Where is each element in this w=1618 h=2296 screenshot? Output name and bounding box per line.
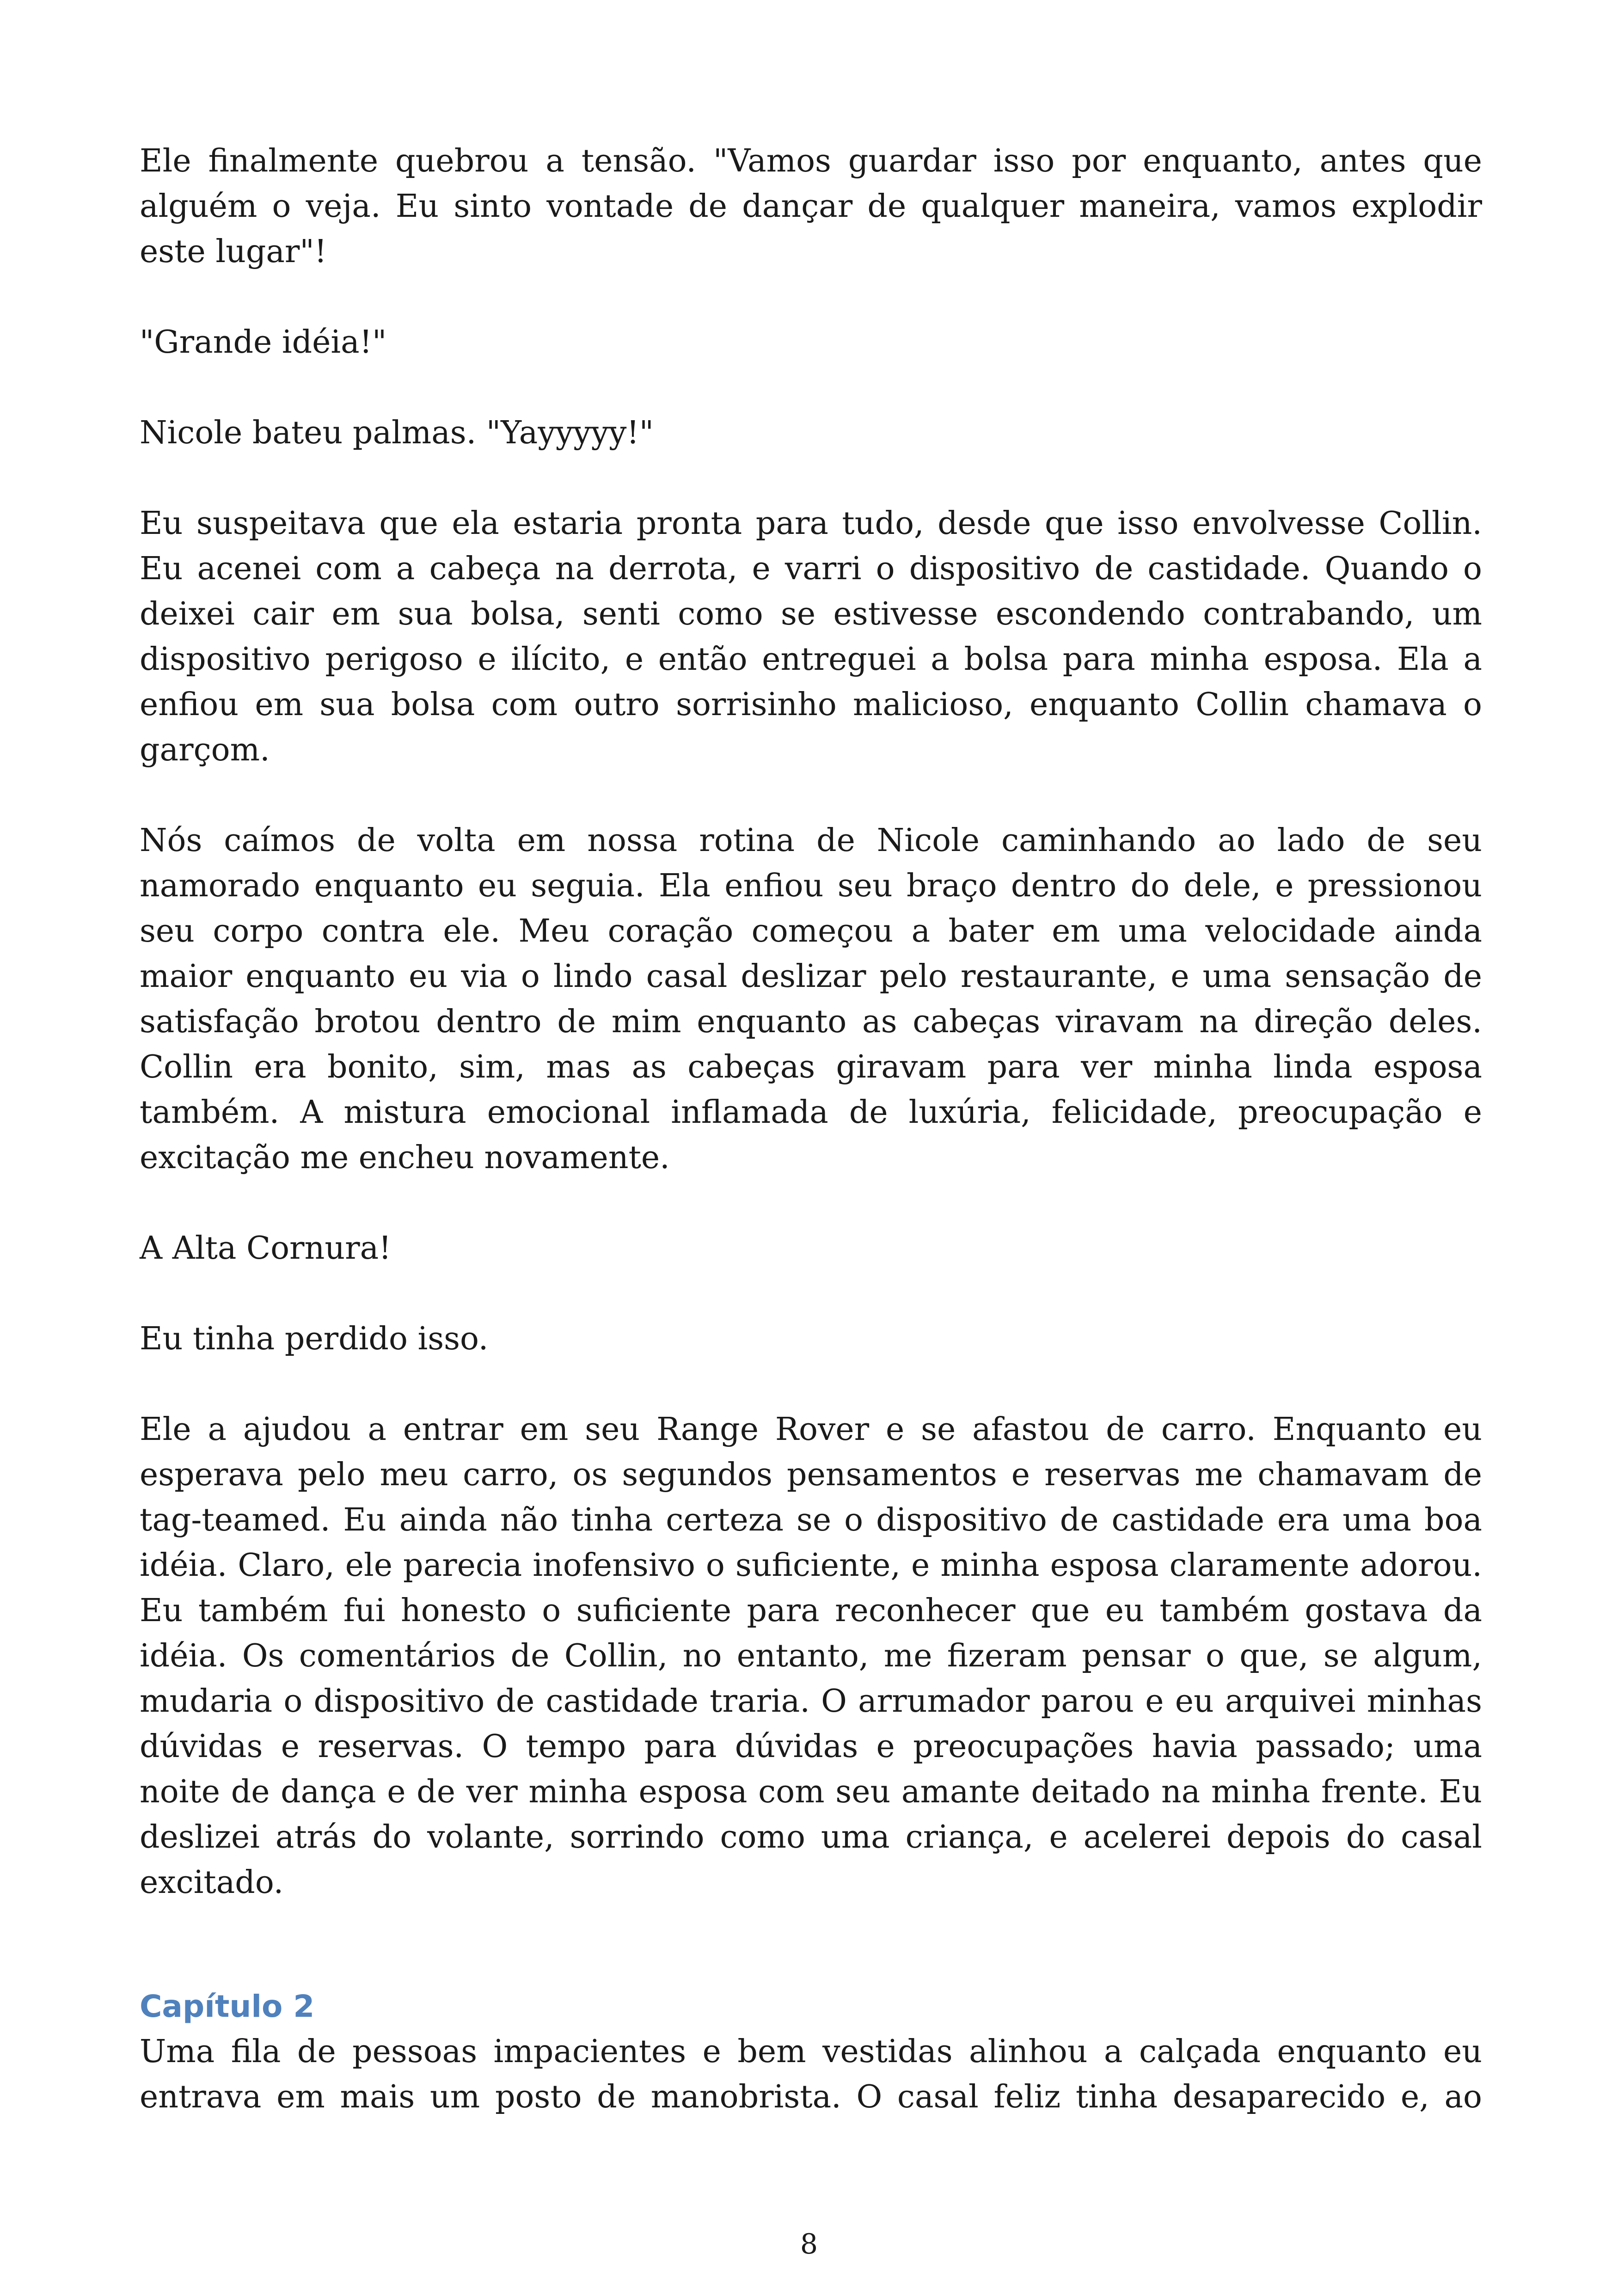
paragraph-routine: Nós caímos de volta em nossa rotina de Nicole caminhando ao lado de seu namorado enquanto eu seguia. Ela enfiou seu braço dentro do dele, e pressionou seu corpo contra ele. Meu coração começou a bater em uma velocidade ainda maior enquanto eu via o lindo casal deslizar pelo restaurante, e uma sensação de satisfação brotou dentro de mim enquanto as cabeças viravam na direção deles. Collin era bonito, sim, mas as cabeças giravam para ver minha linda esposa também. A mistura emocional inflamada de luxúria, felicidade, preocupação e excitação me encheu novamente.	[140, 822, 1482, 1176]
paragraph-lost: Eu tinha perdido isso.	[140, 1321, 489, 1357]
paragraph-alta-cornura: A Alta Cornura!	[140, 1230, 392, 1267]
paragraph-great-idea: "Grande idéia!"	[140, 324, 387, 361]
body-text	[140, 139, 1482, 1905]
paragraph-chastity-device: Eu suspeitava que ela estaria pronta para tudo, desde que isso envolvesse Collin. Eu acenei com a cabeça na derrota, e varri o dispositivo de castidade. Quando o deixei cair em sua bolsa, senti como se estivesse escondendo contrabando, um dispositivo perigoso e ilícito, e então entreguei a bolsa para minha esposa. Ela a enfiou em sua bolsa com outro sorrisinho malicioso, enquanto Collin chamava o garçom.	[140, 505, 1482, 768]
page-number: 8	[800, 2228, 818, 2260]
chapter-heading: Capítulo 2	[140, 1989, 315, 2024]
paragraph-range-rover: Ele a ajudou a entrar em seu Range Rover e se afastou de carro. Enquanto eu esperava pelo meu carro, os segundos pensamentos e reservas me chamavam de tag-teamed. Eu ainda não tinha certeza se o dispositivo de castidade era uma boa idéia. Claro, ele parecia inofensivo o suficiente, e minha esposa claramente adorou. Eu também fui honesto o suficiente para reconhecer que eu também gostava da idéia. Os comentários de Collin, no entanto, me fizeram pensar o que, se algum, mudaria o dispositivo de castidade traria. O arrumador parou e eu arquivei minhas dúvidas e reservas. O tempo para dúvidas e preocupações havia passado; uma noite de dança e de ver minha esposa com seu amante deitado na minha frente. Eu deslizei atrás do volante, sorrindo como uma criança, e acelerei depois do casal excitado.	[140, 1411, 1482, 1901]
chapter-first-paragraph: Uma fila de pessoas impacientes e bem vestidas alinhou a calçada enquanto eu entrava em mais um posto de manobrista. O casal feliz tinha desaparecido e, ao	[140, 2033, 1482, 2115]
paragraph-nicole-claps: Nicole bateu palmas. "Yayyyyy!"	[140, 415, 654, 451]
paragraph-tension: Ele finalmente quebrou a tensão. "Vamos guardar isso por enquanto, antes que alguém o veja. Eu sinto vontade de dançar de qualquer maneira, vamos explodir este lugar"!	[140, 143, 1482, 270]
